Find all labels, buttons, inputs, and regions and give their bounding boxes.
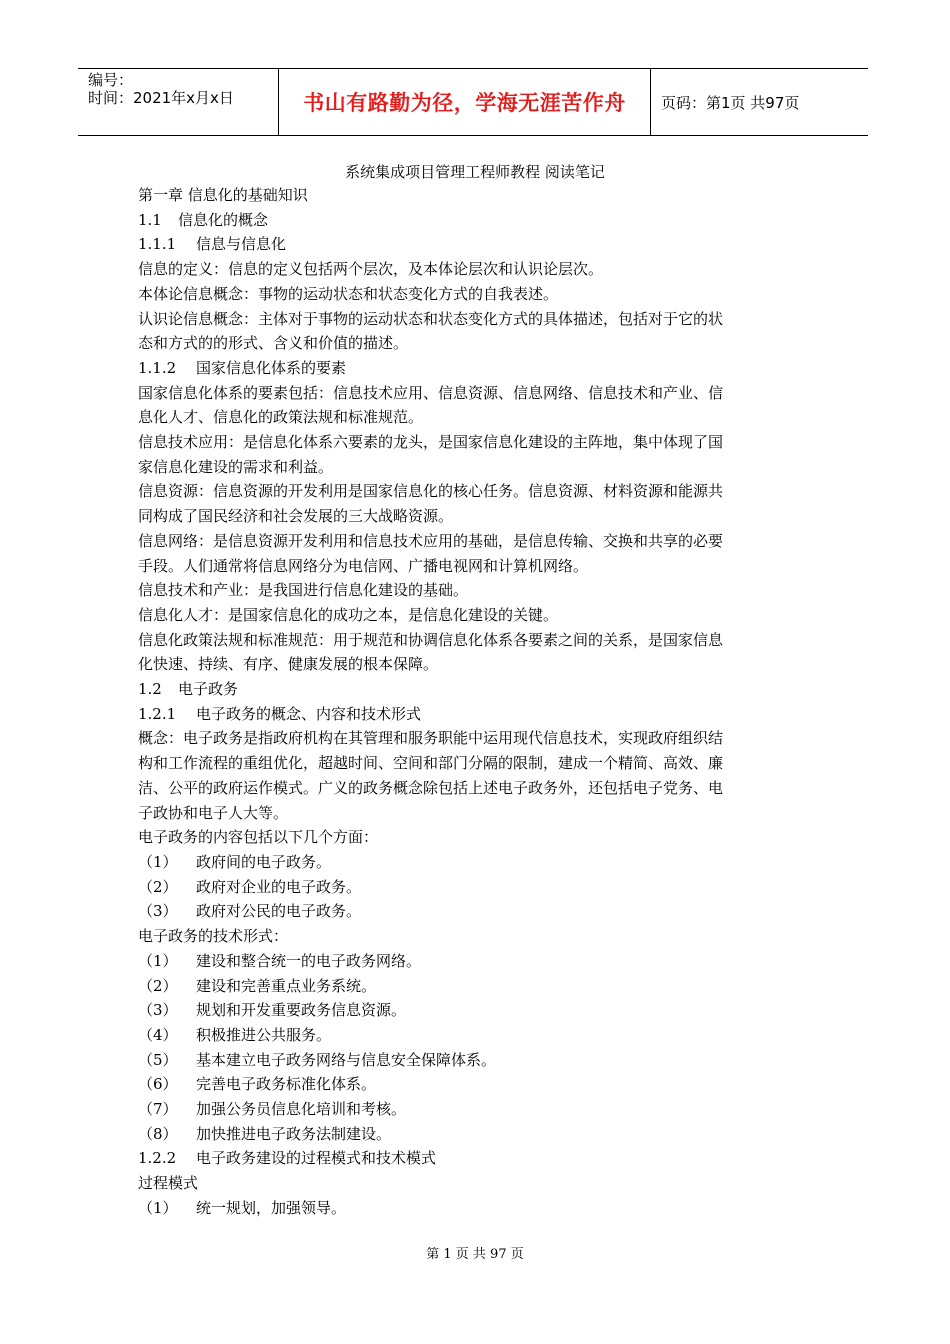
line-text: 家信息化建设的需求和利益。 [138, 457, 334, 476]
list-marker: （3） [138, 902, 178, 921]
text-line [138, 974, 810, 999]
header-motto [279, 69, 651, 135]
text-line [138, 183, 810, 208]
text-line [138, 282, 810, 307]
line-text: 完善电子政务标准化体系。 [196, 1075, 377, 1094]
line-text: 积极推进公共服务。 [196, 1025, 332, 1044]
line-text: 政府间的电子政务。 [196, 852, 332, 871]
text-line [138, 801, 810, 826]
line-text: 电子政务的内容包括以下几个方面： [138, 828, 379, 847]
text-line [138, 479, 810, 504]
line-text: 加强公务员信息化培训和考核。 [196, 1100, 407, 1119]
line-text: 信息与信息化 [196, 235, 287, 254]
line-text: 认识论信息概念：主体对于事物的运动状态和状态变化方式的具体描述，包括对于它的状 [138, 309, 724, 328]
line-text: 电子政务的概念、内容和技术形式 [196, 704, 422, 723]
list-marker: （1） [138, 951, 178, 970]
list-marker: （7） [138, 1100, 178, 1119]
document-body [138, 183, 810, 1221]
line-text: 信息化的概念 [178, 210, 269, 229]
line-text: 构和工作流程的重组优化，超越时间、空间和部门分隔的限制，建成一个精简、高效、廉 [138, 754, 724, 773]
text-line [138, 554, 810, 579]
line-text: 统一规划，加强领导。 [196, 1198, 347, 1217]
page-header [78, 68, 868, 136]
line-text: 建设和完善重点业务系统。 [196, 976, 377, 995]
line-text: 基本建立电子政务网络与信息安全保障体系。 [196, 1050, 497, 1069]
text-line [138, 949, 810, 974]
line-text: 信息网络：是信息资源开发利用和信息技术应用的基础，是信息传输、交换和共享的必要 [138, 531, 724, 550]
list-marker: （1） [138, 852, 178, 871]
line-text: 概念：电子政务是指政府机构在其管理和服务职能中运用现代信息技术，实现政府组织结 [138, 729, 724, 748]
line-text: 本体论信息概念：事物的运动状态和状态变化方式的自我表述。 [138, 284, 559, 303]
text-line [138, 776, 810, 801]
text-line [138, 825, 810, 850]
number-label: 编号： [88, 71, 134, 89]
text-line [138, 677, 810, 702]
text-line [138, 1171, 810, 1196]
line-text: 息化人才、信息化的政策法规和标准规范。 [138, 408, 424, 427]
text-line [138, 1122, 810, 1147]
list-marker: （1） [138, 1198, 178, 1217]
line-text: 手段。人们通常将信息网络分为电信网、广播电视网和计算机网络。 [138, 556, 589, 575]
text-line [138, 751, 810, 776]
text-line [138, 356, 810, 381]
line-text: 过程模式 [138, 1174, 199, 1193]
line-text: 洁、公平的政府运作模式。广义的政务概念除包括上述电子政务外，还包括电子党务、电 [138, 778, 724, 797]
line-text: 信息化人才：是国家信息化的成功之本，是信息化建设的关键。 [138, 605, 559, 624]
section-number: 1.1.1 [138, 235, 177, 254]
text-line [138, 702, 810, 727]
text-line [138, 307, 810, 332]
line-text: 信息技术应用：是信息化体系六要素的龙头，是国家信息化建设的主阵地，集中体现了国 [138, 433, 724, 452]
list-marker: （4） [138, 1025, 178, 1044]
line-text: 电子政务建设的过程模式和技术模式 [196, 1149, 437, 1168]
line-text: 国家信息化体系的要素包括：信息技术应用、信息资源、信息网络、信息技术和产业、信 [138, 383, 724, 402]
list-marker: （8） [138, 1124, 178, 1143]
page-footer: 第 1 页 共 97 页 [426, 1247, 524, 1262]
text-line [138, 899, 810, 924]
text-line [138, 331, 810, 356]
list-marker: （3） [138, 1001, 178, 1020]
line-text: 第一章 信息化的基础知识 [138, 186, 308, 204]
text-line [138, 529, 810, 554]
list-marker: （6） [138, 1075, 178, 1094]
text-line [138, 875, 810, 900]
section-number: 1.2 [138, 680, 162, 699]
text-line [138, 1072, 810, 1097]
line-text: 国家信息化体系的要素 [196, 358, 347, 377]
list-marker: （5） [138, 1050, 178, 1069]
motto-text: 书山有路勤为径，学海无涯苦作舟 [303, 91, 626, 115]
text-line [138, 232, 810, 257]
header-page-info [651, 69, 868, 135]
text-line [138, 578, 810, 603]
line-text: 信息化政策法规和标准规范：用于规范和协调信息化体系各要素之间的关系，是国家信息 [138, 630, 724, 649]
text-line [138, 628, 810, 653]
line-text: 加快推进电子政务法制建设。 [196, 1124, 392, 1143]
line-text: 信息资源：信息资源的开发利用是国家信息化的核心任务。信息资源、材料资源和能源共 [138, 482, 724, 501]
page-label: 页码：第1页 共97页 [661, 93, 800, 112]
list-marker: （2） [138, 877, 178, 896]
list-marker: （2） [138, 976, 178, 995]
text-line [138, 1048, 810, 1073]
line-text: 子政协和电子人大等。 [138, 803, 289, 822]
section-number: 1.1 [138, 210, 162, 229]
line-text: 电子政务 [178, 680, 239, 699]
line-text: 信息的定义：信息的定义包括两个层次，及本体论层次和认识论层次。 [138, 260, 604, 279]
line-text: 建设和整合统一的电子政务网络。 [196, 951, 422, 970]
time-label: 时间：2021年x月x日 [88, 89, 234, 107]
line-text: 政府对公民的电子政务。 [196, 902, 362, 921]
section-number: 1.1.2 [138, 358, 177, 377]
text-line [138, 998, 810, 1023]
line-text: 同构成了国民经济和社会发展的三大战略资源。 [138, 507, 454, 526]
text-line [138, 1023, 810, 1048]
text-line [138, 726, 810, 751]
line-text: 信息技术和产业：是我国进行信息化建设的基础。 [138, 581, 469, 600]
text-line [138, 603, 810, 628]
document-title: 系统集成项目管理工程师教程 阅读笔记 [345, 163, 605, 181]
text-line [138, 850, 810, 875]
section-number: 1.2.1 [138, 704, 177, 723]
line-text: 态和方式的的形式、含义和价值的描述。 [138, 334, 409, 353]
text-line [138, 257, 810, 282]
text-line [138, 504, 810, 529]
text-line [138, 381, 810, 406]
text-line [138, 652, 810, 677]
header-meta [78, 69, 279, 135]
line-text: 政府对企业的电子政务。 [196, 877, 362, 896]
section-number: 1.2.2 [138, 1149, 177, 1168]
text-line [138, 405, 810, 430]
text-line [138, 208, 810, 233]
text-line [138, 1196, 810, 1221]
line-text: 化快速、持续、有序、健康发展的根本保障。 [138, 655, 439, 674]
text-line [138, 455, 810, 480]
text-line [138, 430, 810, 455]
text-line [138, 924, 810, 949]
line-text: 电子政务的技术形式： [138, 927, 289, 946]
text-line [138, 1146, 810, 1171]
line-text: 规划和开发重要政务信息资源。 [196, 1001, 407, 1020]
text-line [138, 1097, 810, 1122]
